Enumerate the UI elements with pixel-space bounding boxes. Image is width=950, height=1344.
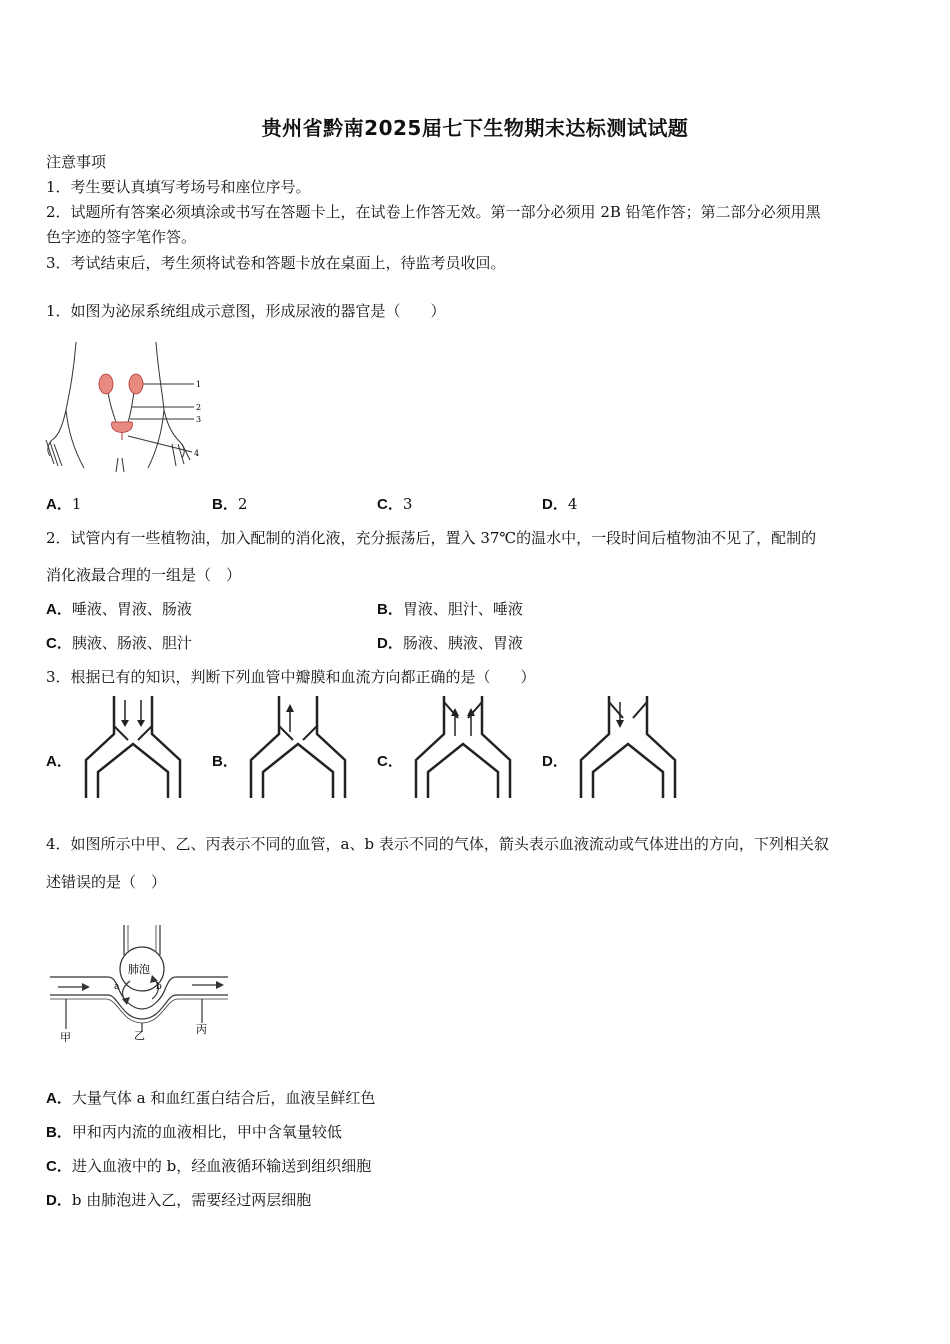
fig4-label-a: a (114, 982, 120, 992)
vessel-figure-d[interactable] (579, 696, 679, 800)
page-title: 贵州省黔南2025届七下生物期末达标测试试题 (261, 116, 689, 140)
q4-stem-line2: 述错误的是（ ） (46, 873, 167, 891)
notice-item-2-cont: 色字迹的签字笔作答。 (46, 228, 197, 246)
q3-option-c-label[interactable]: C． (377, 753, 403, 770)
q4-option-a[interactable]: A．大量气体 a 和血红蛋白结合后，血液呈鲜红色 (46, 1089, 376, 1107)
q3-stem: 3．根据已有的知识，判断下列血管中瓣膜和血流方向都正确的是（ ） (46, 668, 536, 686)
q2-option-c[interactable]: C．胰液、肠液、胆汁 (46, 634, 192, 652)
q3-option-d-label[interactable]: D． (542, 753, 568, 770)
q1-option-c[interactable]: C．3 (377, 495, 413, 513)
fig4-label-jia: 甲 (60, 1031, 71, 1044)
fig1-label-4: 4 (194, 449, 200, 458)
fig4-label-alveolus: 肺泡 (128, 963, 150, 976)
q3-option-a-label[interactable]: A． (46, 753, 72, 770)
q1-option-d[interactable]: D．4 (542, 495, 578, 513)
q4-option-d[interactable]: D．b 由肺泡进入乙，需要经过两层细胞 (46, 1191, 312, 1209)
q2-stem-line1: 2．试管内有一些植物油，加入配制的消化液，充分振荡后，置入 37℃的温水中，一段时间后植物油不见了，配制的 (46, 529, 817, 547)
q2-stem-line2: 消化液最合理的一组是（ ） (46, 566, 242, 584)
notice-item-3: 3．考试结束后，考生须将试卷和答题卡放在桌面上，待监考员收回。 (46, 254, 506, 272)
urinary-system-figure (44, 340, 214, 475)
fig4-label-bing: 丙 (196, 1023, 207, 1036)
fig1-label-2: 2 (196, 403, 202, 412)
notice-item-1: 1．考生要认真填写考场号和座位序号。 (46, 178, 311, 196)
vessel-figure-a[interactable] (84, 696, 184, 800)
q1-option-b[interactable]: B．2 (212, 495, 248, 513)
q3-option-b-label[interactable]: B． (212, 753, 238, 770)
q4-option-c[interactable]: C．进入血液中的 b，经血液循环输送到组织细胞 (46, 1157, 372, 1175)
vessel-figure-b[interactable] (249, 696, 349, 800)
q4-option-b[interactable]: B．甲和丙内流的血液相比，甲中含氧量较低 (46, 1123, 342, 1141)
fig1-label-1: 1 (196, 380, 202, 389)
alveolus-figure (48, 925, 234, 1045)
q2-option-b[interactable]: B．胃液、胆汁、唾液 (377, 600, 523, 618)
fig4-label-b: b (156, 982, 162, 992)
vessel-figure-c[interactable] (414, 696, 514, 800)
fig4-label-yi: 乙 (134, 1029, 145, 1042)
q2-option-d[interactable]: D．肠液、胰液、胃液 (377, 634, 523, 652)
q2-option-a[interactable]: A．唾液、胃液、肠液 (46, 600, 192, 618)
notice-heading: 注意事项 (46, 153, 107, 171)
q1-option-a[interactable]: A．1 (46, 495, 82, 513)
q4-stem-line1: 4．如图所示中甲、乙、丙表示不同的血管，a、b 表示不同的气体，箭头表示血液流动或气体进出的方向，下列相关叙 (46, 835, 829, 853)
fig1-label-3: 3 (196, 415, 202, 424)
notice-item-2: 2．试题所有答案必须填涂或书写在答题卡上，在试卷上作答无效。第一部分必须用 2B 铅笔作答；第二部分必须用黑 (46, 203, 821, 221)
q1-stem: 1．如图为泌尿系统组成示意图，形成尿液的器官是（ ） (46, 302, 446, 320)
